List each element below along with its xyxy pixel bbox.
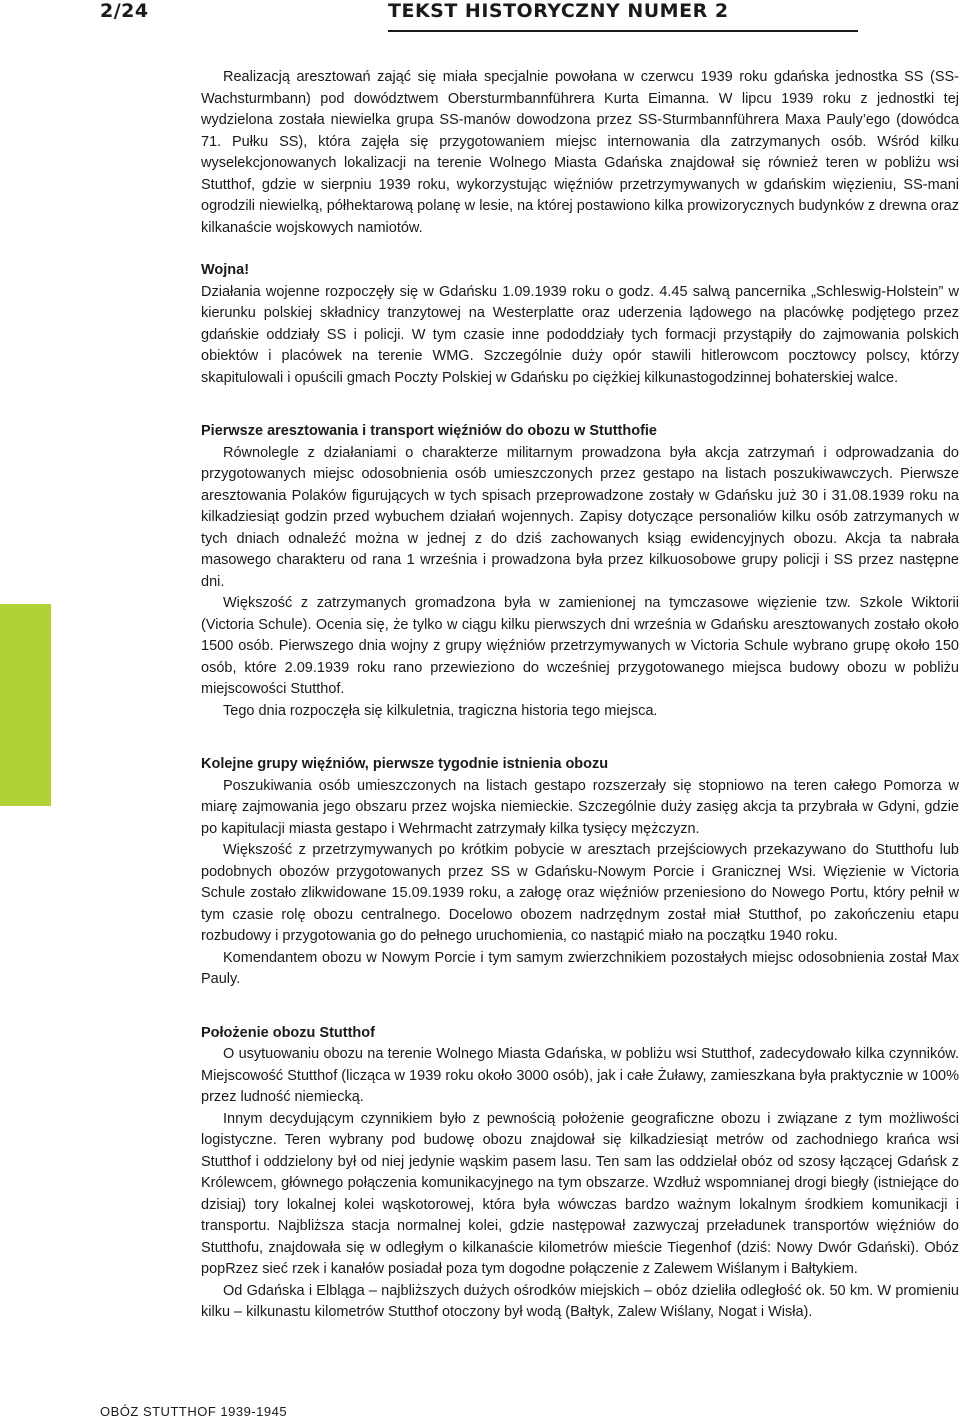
page-header bbox=[0, 0, 960, 34]
paragraph: Od Gdańska i Elbląga – najbliższych dużych ośrodków miejskich – obóz dzieliła odległość ok. 50 km. W promieniu kilku – kilkunastu kilometrów Stutthof otoczony był wodą (Bałtyk, Zalew Wiślany, Nogat i Wisła). bbox=[201, 1282, 959, 1320]
paragraph: Większość z zatrzymanych gromadzona była w zamienionej na tymczasowe więzienie tzw. Szkole Wiktorii (Victoria Schule). Ocenia się, że tylko w ciągu kilku pierwszych dni września w Gdańsku aresztowanych zostało około 1500 osób. Pierwszego dnia wojny z grupy więźniów przetrzymywanych w Victoria Schule wybrano grupę około 150 osób, które 2.09.1939 roku rano przewieziono do wcześniej przygotowanego miejsca budowy obozu w pobliżu miejscowości Stutthof. bbox=[201, 595, 959, 697]
side-color-tab bbox=[0, 604, 51, 806]
paragraph: O usytuowaniu obozu na terenie Wolnego Miasta Gdańska, w pobliżu wsi Stutthof, zadecydowało kilka czynników. Miejscowość Stutthof (licząca w 1939 roku około 3000 osób), jak i całe Żuławy, zamieszkana była praktycznie w 100% przez ludność niemiecką. bbox=[201, 1046, 959, 1105]
paragraph: Równolegle z działaniami o charakterze militarnym prowadzona była akcja zatrzymań i odprowadzania do przygotowanych miejsc odosobnienia osób umieszczonych przez gestapo na listach poszukiwawczych. Pierwsze aresztowania Polaków figurujących w tych spisach przeprowadzone zostały w Gdańsku już 30 i 31.08.1939 roku na kilkadziesiąt godzin przed wybuchem działań wojennych. Zapisy dotyczące personaliów kilku osób zatrzymanych w tych dniach odnaleźć można w jednej z do dziś zachowanych ksiąg ewidencyjnych obozu. Akcja ta nabrała masowego charakteru od rana 1 września i prowadzona była przez kilkuosobowe grupy policji i SS przez następne dni. bbox=[201, 444, 959, 590]
wojna-heading: Wojna! bbox=[201, 262, 250, 278]
section-heading-arrests: Pierwsze aresztowania i transport więźniów do obozu w Stutthofie bbox=[201, 423, 657, 439]
wojna-paragraph: Działania wojenne rozpoczęły się w Gdańsku 1.09.1939 roku o godz. 4.45 salwą pancernika „Schleswig-Holstein” w kierunku polskiej składnicy tranzytowej na Westerplatte oraz uderzenia lądowego na placówkę podjętego przez gdańskie oddziały SS i policji. W tym czasie inne pododdziały tych formacji przystąpiły do zajmowania polskich obiektów i placówek na terenie WMG. Szczególnie duży opór stawili hitlerowcom pocztowcy polscy, którzy skapitulowali i opuścili gmach Poczty Polskiej w Gdańsku po ciężkiej kilkunastogodzinnej bohaterskiej walce. bbox=[201, 283, 959, 386]
section-heading-location: Położenie obozu Stutthof bbox=[201, 1024, 375, 1041]
page-footer: OBÓZ STUTTHOF 1939-1945 bbox=[100, 1404, 288, 1419]
paragraph: Poszukiwania osób umieszczonych na listach gestapo rozszerzały się stopniowo na teren całego Pomorza w miarę zajmowania jego obszaru przez wojska niemieckie. Szczególnie duży zasięg akcja ta przybrała w Gdyni, gdzie po kapitulacji miasta gestapo i Wehrmacht zatrzymały kilka tysięcy mężczyzn. bbox=[201, 777, 959, 837]
header-title: TEKST HISTORYCZNY NUMER 2 bbox=[388, 0, 729, 22]
page-number: 2/24 bbox=[100, 0, 149, 22]
article-body bbox=[201, 67, 959, 1324]
paragraph: Komendantem obozu w Nowym Porcie i tym samym zwierzchnikiem pozostałych miejsc odosobnienia został Max Pauly. bbox=[201, 949, 959, 987]
section-heading-groups: Kolejne grupy więźniów, pierwsze tygodnie istnienia obozu bbox=[201, 756, 609, 772]
paragraph: Innym decydującym czynnikiem było z pewnością położenie geograficzne obozu i związane z tym możliwości logistyczne. Teren wybrany pod budowę obozu znajdował się kilkadziesiąt metrów od zachodniego krańca wsi Stutthof i oddzielony był od niej jedynie wąskim pasem lasu. Ten sam las oddzielał obóz od szosy łączącej Gdańsk z Królewcem, głównego połączenia komunikacyjnego na tym obszarze. Wzdłuż wspomnianej drogi biegły (istniejące do dzisiaj) tory lokalnej kolei wąskotorowej, która była wówczas bardzo ważnym lokalnym środkiem komunikacji i transportu. Najbliższa stacja normalnej kolei, gdzie następował zazwyczaj przeładunek transportów więźniów do Stutthofu, znajdowała się w odległym o kilkanaście kilometrów mieście Tiegenhof (dziś: Nowy Dwór Gdański). Obóz popRzez sieć rzek i kanałów posiadał poza tym dogodne połączenie z Zalewem Wiślanym i Bałtykiem. bbox=[201, 1110, 959, 1277]
paragraph: Większość z przetrzymywanych po krótkim pobycie w aresztach przejściowych przekazywano do Stutthofu lub podobnych obozów przygotowanych przez SS w Gdańsku-Nowym Porcie i Granicznej Wsi. Więzienie w Victoria Schule zostało zlikwidowane 15.09.1939 roku, a załogę oraz więźniów przeniesiono do Nowego Portu, który pełnił w tym czasie rolę obozu centralnego. Docelowo obozem nadrzędnym został miał Stutthof, po zakończeniu etapu rozbudowy i przygotowania go do pełnego uruchomienia, co nastąpić miało na początku 1940 roku. bbox=[201, 842, 959, 944]
header-rule bbox=[388, 30, 858, 32]
paragraph: Tego dnia rozpoczęła się kilkuletnia, tragiczna historia tego miejsca. bbox=[223, 702, 658, 719]
intro-paragraph: Realizacją aresztowań zająć się miała specjalnie powołana w czerwcu 1939 roku gdańska jednostka SS (SS-Wachsturmbann) pod dowództwem Obersturmbannführera Kurta Eimanna. W lipcu 1939 roku z jednostki tej wydzielona została niewielka grupa SS-manów dowodzona przez SS-Sturmbannführera Maxa Pauly’ego (dowódca 71. Pułku SS), która zajęła się przygotowaniem miejsc internowania dla zatrzymanych osób. Wśród kilku wyselekcjonowanych lokalizacji na terenie Wolnego Miasta Gdańska znajdował się również teren w pobliżu wsi Stutthof, gdzie w sierpniu 1939 roku, wykorzystując więźniów przetrzymywanych w gdańskim więzieniu, SS-mani ogrodzili niewielką, półhektarową polanę w lesie, na której postawiono kilka prowizorycznych budynków z drewna oraz kilkanaście wojskowych namiotów. bbox=[201, 69, 959, 236]
